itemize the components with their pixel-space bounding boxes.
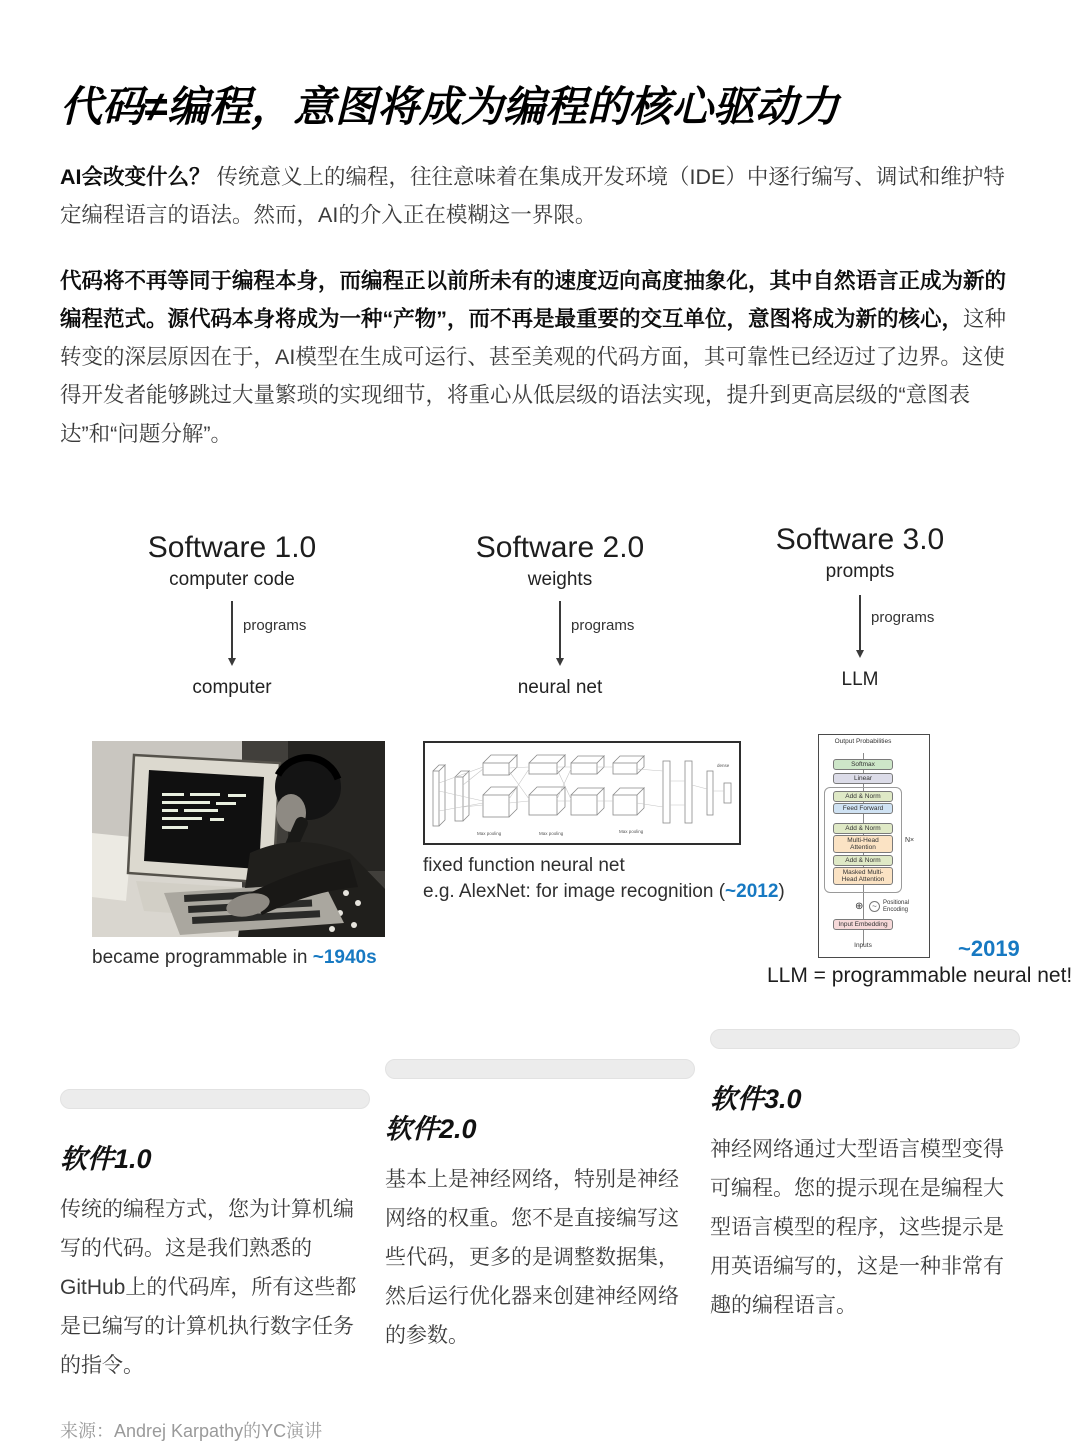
card-2-topic-bar bbox=[385, 1059, 695, 1079]
card-3-topic-bar bbox=[710, 1029, 1020, 1049]
card-3-body: 神经网络通过大型语言模型变得可编程。您的提示现在是编程大型语言模型的程序，这些提示是用英语编写的，这是一种非常有趣的编程语言。 bbox=[710, 1137, 1004, 1318]
card-3-title: 软件3.0 bbox=[710, 1083, 802, 1114]
page-title: 代码≠编程，意图将成为编程的核心驱动力 bbox=[60, 83, 840, 130]
software-2-arrow bbox=[559, 601, 561, 663]
software-1-title: Software 1.0 bbox=[147, 530, 317, 564]
photo-caption-text: became programmable in bbox=[92, 946, 313, 968]
add-norm-box: Add & Norm bbox=[833, 791, 893, 802]
software-2-title: Software 2.0 bbox=[475, 530, 645, 564]
software-1-arrow-label: programs bbox=[243, 616, 307, 634]
software-1-output: computer bbox=[192, 676, 272, 698]
positional-encoding-icon: ~ bbox=[869, 901, 880, 912]
alexnet-caption-1: fixed function neural net bbox=[423, 854, 625, 876]
alexnet-caption-2 bbox=[423, 881, 785, 903]
software-3-title: Software 3.0 bbox=[775, 522, 945, 556]
photo-caption bbox=[92, 947, 377, 969]
card-1-body: 传统的编程方式，您为计算机编写的代码。这是我们熟悉的GitHub上的代码库，所有这些都是已编写的计算机执行数字任务的指令。 bbox=[60, 1197, 357, 1378]
card-1-topic-bar bbox=[60, 1089, 370, 1109]
terminal-photo bbox=[92, 741, 385, 937]
software-1-arrow bbox=[231, 601, 233, 663]
card-1-title: 软件1.0 bbox=[60, 1143, 152, 1174]
inputs-label: Inputs bbox=[854, 941, 872, 949]
card-software-1 bbox=[60, 1089, 370, 1385]
software-2-input: weights bbox=[527, 568, 593, 590]
masked-multi-head-attention-box: Masked Multi-Head Attention bbox=[833, 867, 893, 885]
card-software-3 bbox=[710, 1029, 1020, 1385]
terminal-photo-art bbox=[92, 741, 385, 937]
alexnet-caption-2-close: ) bbox=[778, 880, 785, 902]
software-cards bbox=[60, 1029, 1020, 1385]
transformer-diagram bbox=[818, 734, 930, 958]
softmax-box: Softmax bbox=[833, 759, 893, 770]
thesis-bold: 代码将不再等同于编程本身，而编程正以前所未有的速度迈向高度抽象化，其中自然语言正成为新的编程范式。源代码本身将成为一种“产物”，而不再是最重要的交互单位，意图将成为新的核心， bbox=[60, 268, 1007, 331]
alexnet-year: ~2012 bbox=[725, 880, 779, 902]
multi-head-attention-box: Multi-Head Attention bbox=[833, 835, 893, 853]
software-3-arrow bbox=[859, 595, 861, 655]
llm-tagline: LLM = programmable neural net! bbox=[767, 963, 1073, 987]
transformer-year: ~2019 bbox=[958, 935, 1020, 961]
thesis-paragraph bbox=[60, 262, 1020, 453]
alexnet-caption-2-text: e.g. AlexNet: for image recognition ( bbox=[423, 880, 726, 902]
software-eras-figure bbox=[60, 509, 1073, 1014]
alexnet-pool-label: Max pooling bbox=[619, 828, 644, 834]
source-attribution: 来源：Andrej Karpathy的YC演讲 bbox=[60, 1421, 323, 1442]
photo-caption-year: ~1940s bbox=[312, 946, 377, 968]
thesis-regular: 这种转变的深层原因在于，AI模型在生成可运行、甚至美观的代码方面，其可靠性已经迈过了边界。这使得开发者能够跳过大量繁琐的实现细节，将重心从低层级的语法实现，提升到更高层级的“意图表达”和“问题分解”。 bbox=[60, 306, 1007, 446]
alexnet-pool-label: Max pooling bbox=[477, 830, 502, 836]
software-2-output: neural net bbox=[517, 676, 603, 698]
positional-encoding-label: Positional Encoding bbox=[883, 899, 910, 913]
software-3-input: prompts bbox=[825, 560, 895, 582]
card-2-body: 基本上是神经网络，特别是神经网络的权重。您不是直接编写这些代码，更多的是调整数据集，然后运行优化器来创建神经网络的参数。 bbox=[385, 1167, 679, 1348]
n-times-label: N× bbox=[905, 836, 915, 844]
linear-box: Linear bbox=[833, 773, 893, 784]
software-1-input: computer code bbox=[169, 568, 295, 590]
alexnet-art bbox=[423, 741, 741, 845]
transformer-output-label: Output Probabilities bbox=[834, 737, 892, 745]
intro-lead: AI会改变什么？ bbox=[60, 165, 211, 189]
input-embedding-box: Input Embedding bbox=[833, 919, 893, 930]
intro-body: 传统意义上的编程，往往意味着在集成开发环境（IDE）中逐行编写、调试和维护特定编程语言的语法。然而，AI的介入正在模糊这一界限。 bbox=[60, 165, 1005, 228]
alexnet-diagram bbox=[423, 741, 741, 845]
card-software-2 bbox=[385, 1059, 695, 1385]
add-norm-box: Add & Norm bbox=[833, 823, 893, 834]
alexnet-dense-label: dense bbox=[717, 762, 730, 768]
intro-paragraph bbox=[60, 158, 1020, 235]
software-2-arrow-label: programs bbox=[571, 616, 635, 634]
alexnet-pool-label: Max pooling bbox=[539, 830, 564, 836]
feed-forward-box: Feed Forward bbox=[833, 803, 893, 814]
software-3-output: LLM bbox=[841, 668, 879, 690]
add-norm-box: Add & Norm bbox=[833, 855, 893, 866]
positional-add-icon: ⊕ bbox=[855, 900, 864, 912]
software-3-arrow-label: programs bbox=[871, 608, 935, 626]
card-2-title: 软件2.0 bbox=[385, 1113, 477, 1144]
